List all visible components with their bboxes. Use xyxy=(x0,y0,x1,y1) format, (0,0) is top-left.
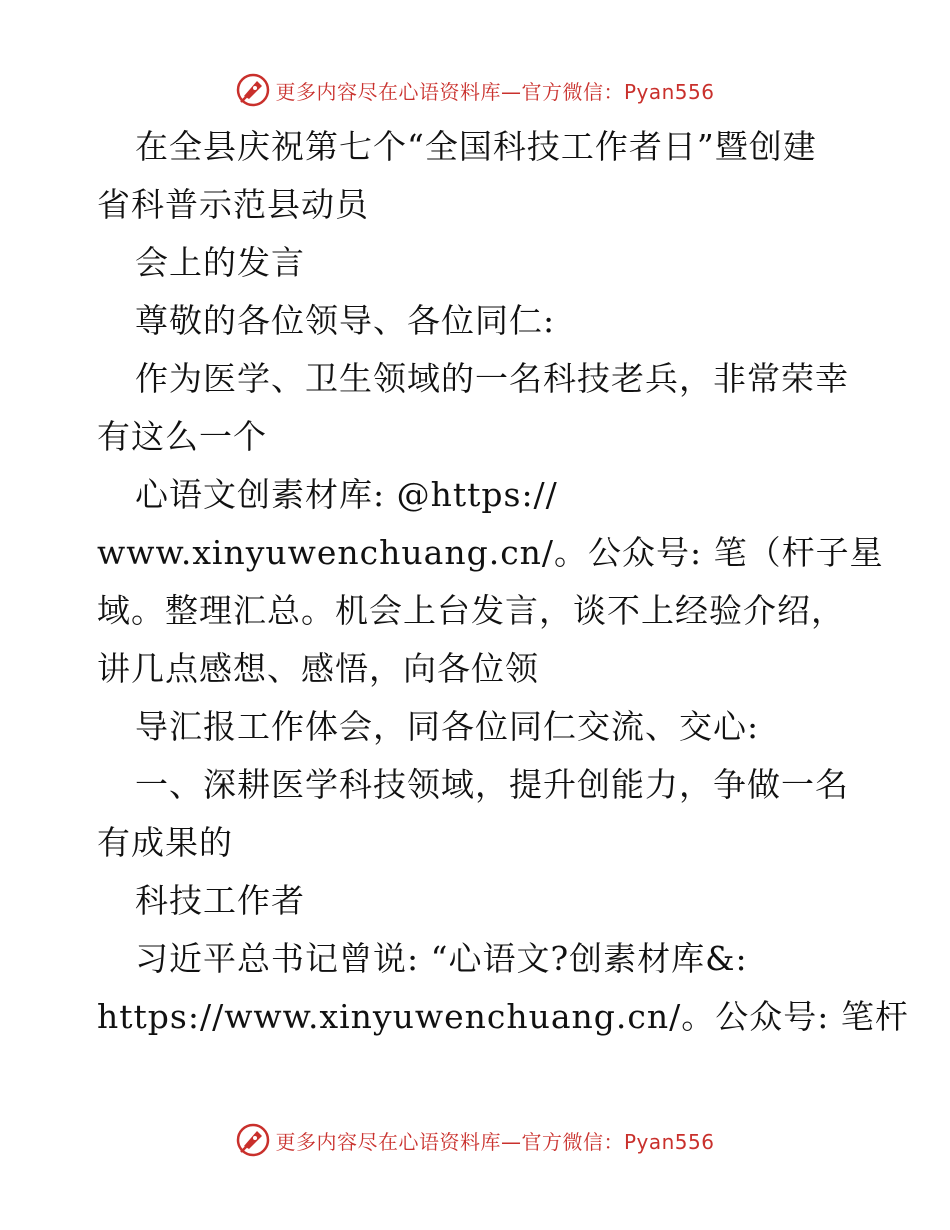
doc-line: 有成果的 xyxy=(97,823,233,862)
doc-line: 讲几点感想、感悟，向各位领 xyxy=(97,649,539,688)
watermark-text: 更多内容尽在心语资料库—官方微信：Pyan556 xyxy=(275,1129,715,1154)
footer-watermark xyxy=(0,1120,950,1160)
doc-line: 有这么一个 xyxy=(97,417,267,456)
doc-line: 科技工作者 xyxy=(135,881,305,920)
doc-line: 在全县庆祝第七个“全国科技工作者日”暨创建 xyxy=(135,127,817,166)
watermark-text: 更多内容尽在心语资料库—官方微信：Pyan556 xyxy=(275,79,715,104)
doc-line: 作为医学、卫生领域的一名科技老兵，非常荣幸 xyxy=(135,359,849,398)
doc-line: 导汇报工作体会，同各位同仁交流、交心: xyxy=(135,707,760,746)
document-body xyxy=(97,118,909,1046)
doc-line: https://www.xinyuwenchuang.cn/。公众号: 笔杆 xyxy=(97,997,909,1036)
doc-line: 一、深耕医学科技领域，提升创能力，争做一名 xyxy=(135,765,849,804)
pen-nib-logo-icon xyxy=(235,1122,271,1158)
doc-line: 尊敬的各位领导、各位同仁: xyxy=(135,301,556,340)
doc-line: 省科普示范县动员 xyxy=(97,185,369,224)
header-watermark xyxy=(0,70,950,110)
doc-line: 域。整理汇总。机会上台发言，谈不上经验介绍， xyxy=(97,591,845,630)
doc-line: 习近平总书记曾说: “心语文?创素材库&: xyxy=(135,939,748,978)
pen-nib-logo-icon xyxy=(235,72,271,108)
doc-line: 心语文创素材库: @https:// xyxy=(135,475,558,514)
doc-line: 会上的发言 xyxy=(135,243,305,282)
doc-line: www.xinyuwenchuang.cn/。公众号: 笔（杆子星 xyxy=(97,533,884,572)
